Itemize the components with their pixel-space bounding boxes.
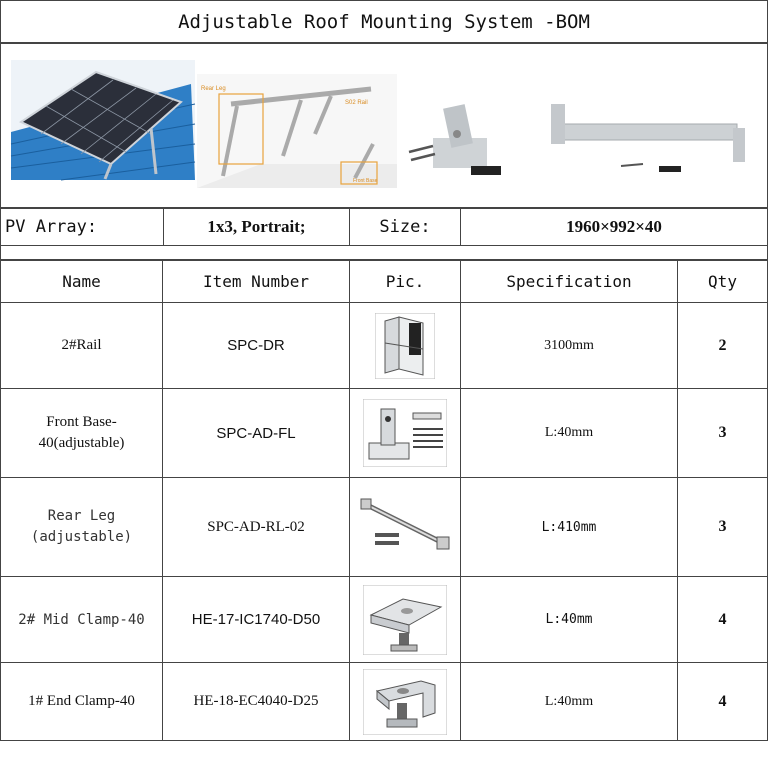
row-4-qty: 4	[718, 610, 727, 628]
spacer-row	[0, 246, 768, 260]
product-photos	[1, 44, 767, 207]
row-5-qty: 4	[718, 692, 727, 710]
page-title: Adjustable Roof Mounting System -BOM	[0, 0, 768, 43]
row-4-spec: L:40mm	[545, 612, 593, 627]
row-4-name: 2# Mid Clamp-40	[18, 611, 145, 628]
row-2-name: Front Base- 40(adjustable)	[38, 414, 125, 451]
mid-clamp-icon	[363, 585, 447, 655]
row-3-name: Rear Leg (adjustable)	[30, 508, 133, 545]
row-1-pic	[350, 303, 460, 388]
row-2-spec: L:40mm	[544, 425, 594, 440]
row-5-spec: L:40mm	[544, 693, 594, 709]
pv-array-row	[0, 208, 768, 246]
header-name: Name	[62, 272, 101, 291]
end-clamp-icon	[363, 669, 447, 735]
photo-strip	[0, 43, 768, 208]
photo-front-base	[409, 104, 501, 175]
row-3-item-number: SPC-AD-RL-02	[207, 518, 305, 535]
row-2-qty: 3	[718, 424, 727, 441]
header-qty: Qty	[708, 272, 737, 291]
svg-text:S02 Rail: S02 Rail	[345, 100, 368, 106]
photo-rear-leg	[551, 104, 745, 172]
rear-leg-icon	[357, 497, 453, 557]
row-4-pic	[350, 577, 460, 662]
photo-solar-array	[11, 60, 195, 180]
row-3-spec: L:410mm	[541, 519, 597, 535]
header-item-number: Item Number	[203, 272, 309, 291]
row-3-pic	[350, 478, 460, 576]
header-specification: Specification	[506, 272, 632, 291]
front-base-icon	[363, 399, 447, 467]
row-3-qty: 3	[718, 518, 727, 535]
row-1-name: 2#Rail	[61, 337, 102, 353]
bom-table	[0, 260, 768, 741]
size-label: Size:	[379, 217, 431, 237]
svg-text:Rear Leg: Rear Leg	[201, 86, 226, 92]
row-5-name: 1# End Clamp-40	[28, 693, 135, 709]
svg-text:Front Base: Front Base	[353, 178, 378, 184]
header-pic: Pic.	[385, 272, 425, 291]
row-1-spec: 3100mm	[544, 337, 594, 353]
pv-array-label: PV Array:	[5, 217, 98, 237]
row-5-item-number: HE-18-EC4040-D25	[193, 693, 319, 709]
photo-mounting-diagram	[197, 74, 397, 188]
row-1-item-number: SPC-DR	[227, 337, 285, 354]
row-5-pic	[350, 663, 460, 740]
row-1-qty: 2	[718, 336, 727, 354]
pv-array-value: 1x3, Portrait;	[207, 217, 306, 236]
row-4-item-number: HE-17-IC1740-D50	[191, 611, 321, 628]
size-value: 1960×992×40	[566, 217, 662, 236]
rail-icon	[375, 313, 435, 379]
row-2-pic	[350, 389, 460, 477]
row-2-item-number: SPC-AD-FL	[216, 424, 296, 442]
